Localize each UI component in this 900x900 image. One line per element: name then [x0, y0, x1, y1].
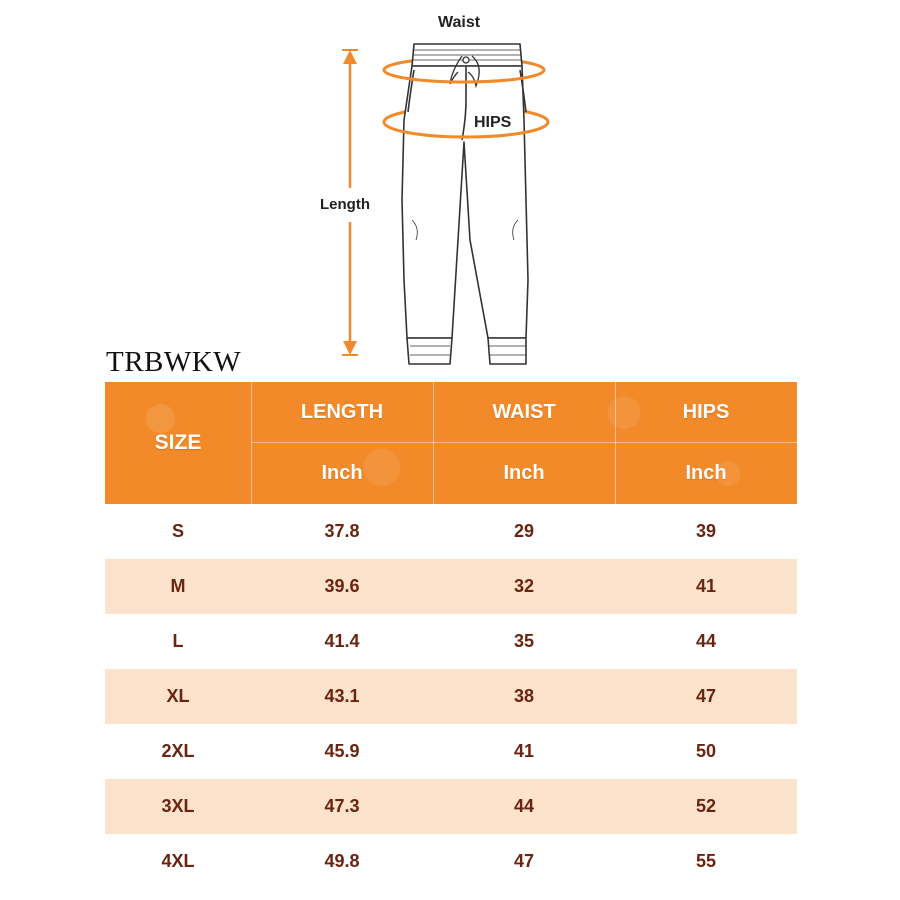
pants-outline: [402, 44, 528, 364]
waist-cell: 32: [513, 576, 535, 596]
table-row: [105, 504, 797, 559]
size-cell: 3XL: [161, 796, 195, 816]
header-divider: [615, 382, 616, 504]
size-chart-table: [105, 382, 797, 889]
size-cell: 2XL: [161, 741, 195, 761]
table-row: [105, 669, 797, 724]
table-row: [105, 559, 797, 614]
table-row: [105, 834, 797, 889]
hips-cell: 44: [695, 631, 717, 651]
header-length-unit: Inch: [321, 461, 363, 484]
header-divider: [251, 382, 252, 504]
length-cell: 39.6: [324, 576, 360, 596]
header-size: SIZE: [154, 431, 202, 454]
hips-label: HIPS: [474, 114, 512, 131]
length-cell: 49.8: [324, 851, 360, 871]
length-cell: 43.1: [324, 686, 360, 706]
table-header: [105, 382, 797, 504]
header-divider: [433, 382, 434, 504]
size-cell: L: [172, 631, 184, 651]
waist-cell: 47: [513, 851, 535, 871]
waist-cell: 38: [513, 686, 535, 706]
waist-cell: 44: [513, 796, 535, 816]
header-hips-unit: Inch: [685, 461, 727, 484]
hips-cell: 41: [695, 576, 717, 596]
size-cell: M: [170, 576, 186, 596]
pants-illustration: [0, 0, 900, 370]
table-row: [105, 724, 797, 779]
header-waist: WAIST: [492, 400, 556, 423]
waist-label: Waist: [438, 14, 481, 31]
length-cell: 47.3: [324, 796, 360, 816]
length-cell: 45.9: [324, 741, 360, 761]
waist-cell: 41: [513, 741, 535, 761]
size-cell: 4XL: [161, 851, 195, 871]
hips-cell: 47: [695, 686, 717, 706]
length-cell: 37.8: [324, 521, 360, 541]
header-waist-unit: Inch: [503, 461, 545, 484]
size-cell: S: [171, 521, 184, 541]
hips-cell: 55: [695, 851, 717, 871]
table-body: [105, 504, 797, 889]
waist-cell: 35: [513, 631, 535, 651]
length-label: Length: [320, 196, 370, 213]
header-divider: [251, 442, 797, 443]
size-cell: XL: [166, 686, 190, 706]
table-row: [105, 779, 797, 834]
hips-cell: 39: [695, 521, 717, 541]
table-row: [105, 614, 797, 669]
pants-measurement-diagram: [0, 0, 900, 370]
hips-cell: 50: [695, 741, 717, 761]
header-hips: HIPS: [682, 400, 730, 423]
brand-name: TRBWKW: [106, 346, 242, 378]
length-cell: 41.4: [324, 631, 360, 651]
header-length: LENGTH: [300, 400, 384, 423]
waist-cell: 29: [513, 521, 535, 541]
hips-cell: 52: [695, 796, 717, 816]
